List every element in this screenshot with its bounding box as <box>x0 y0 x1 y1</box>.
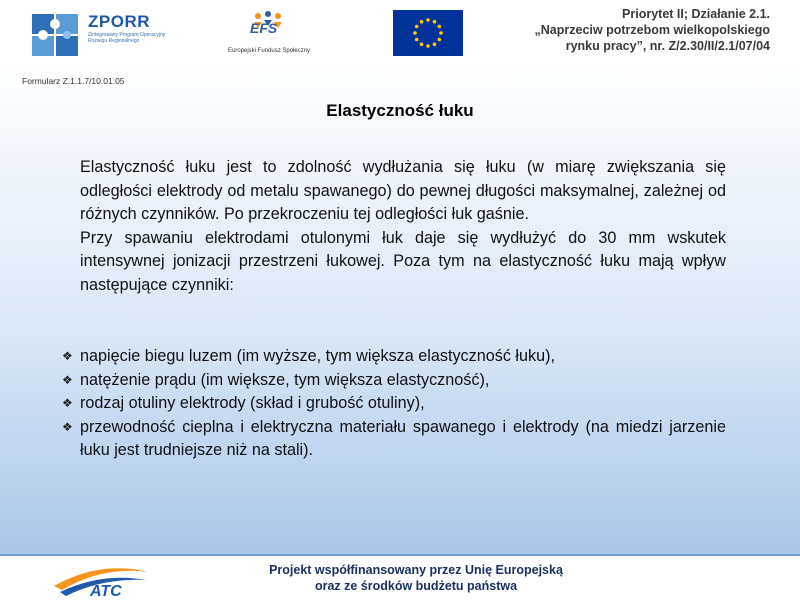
zporr-subtitle: Zintegrowany Program Operacyjny Rozwoju Regionalnego <box>88 32 166 44</box>
diamond-bullet-icon: ❖ <box>62 349 73 363</box>
header-bar <box>0 0 800 68</box>
priority-line: Priorytet II; Działanie 2.1. <box>622 7 770 21</box>
puzzle-icon <box>30 10 82 60</box>
priority-line: rynku pracy”, nr. Z/2.30/II/2.1/07/04 <box>565 39 770 53</box>
efs-subtitle: Europejski Fundusz Społeczny <box>228 48 311 54</box>
priority-info <box>535 6 770 54</box>
zporr-logo <box>30 10 170 60</box>
eu-flag <box>393 10 463 56</box>
footer-line-1: Projekt współfinansowany przez Unię Europejską <box>269 563 563 577</box>
list-item-text: rodzaj otuliny elektrody (skład i grubość otuliny), <box>80 394 425 412</box>
paragraph: Elastyczność łuku jest to zdolność wydłużania się łuku (w miarę zwiększania się odległości elektrody od metalu spawanego) do pewnej długości maksymalnej, zależnej od różnych czynników. Po przekroczeniu tej odległości łuk gaśnie. <box>80 158 726 223</box>
priority-line: „Naprzeciw potrzebom wielkopolskiego <box>534 23 770 37</box>
footer-line-2: oraz ze środków budżetu państwa <box>314 579 518 593</box>
atc-logo-icon <box>50 560 152 600</box>
factor-list <box>62 345 726 463</box>
slide-title: Elastyczność łuku <box>326 101 474 120</box>
zporr-title: ZPORR <box>88 12 150 31</box>
paragraph: Przy spawaniu elektrodami otulonymi łuk daje się wydłużyć do 30 mm wskutek intensywnej jonizacji przestrzeni łukowej. Poza tym na elastyczność łuku mają wpływ następujące czynniki: <box>80 228 726 294</box>
list-item <box>62 369 726 393</box>
cofinancing-note <box>206 562 626 594</box>
form-number: Formularz Z.1.1.7/10.01.05 <box>22 76 125 86</box>
list-item-text: napięcie biegu luzem (im wyższe, tym większa elastyczność łuku), <box>80 347 556 365</box>
list-item <box>62 392 726 416</box>
diamond-bullet-icon: ❖ <box>62 372 73 387</box>
diamond-bullet-icon: ❖ <box>62 396 73 410</box>
atc-logo-text: ATC <box>90 583 122 600</box>
efs-logo <box>228 8 318 60</box>
list-item <box>62 416 726 463</box>
diamond-bullet-icon: ❖ <box>62 419 73 434</box>
atc-logo <box>50 560 152 600</box>
eu-stars-icon <box>393 10 463 56</box>
body-text <box>80 156 726 297</box>
efs-title: EFS <box>250 20 278 36</box>
list-item <box>62 345 726 369</box>
list-item-text: przewodność cieplna i elektryczna materiału spawanego i elektrody (na miedzi jarzenie łuku jest trudniejsze niż na stali). <box>80 417 726 459</box>
list-item-text: natężenie prądu (im większe, tym większa elastyczność), <box>80 370 490 389</box>
